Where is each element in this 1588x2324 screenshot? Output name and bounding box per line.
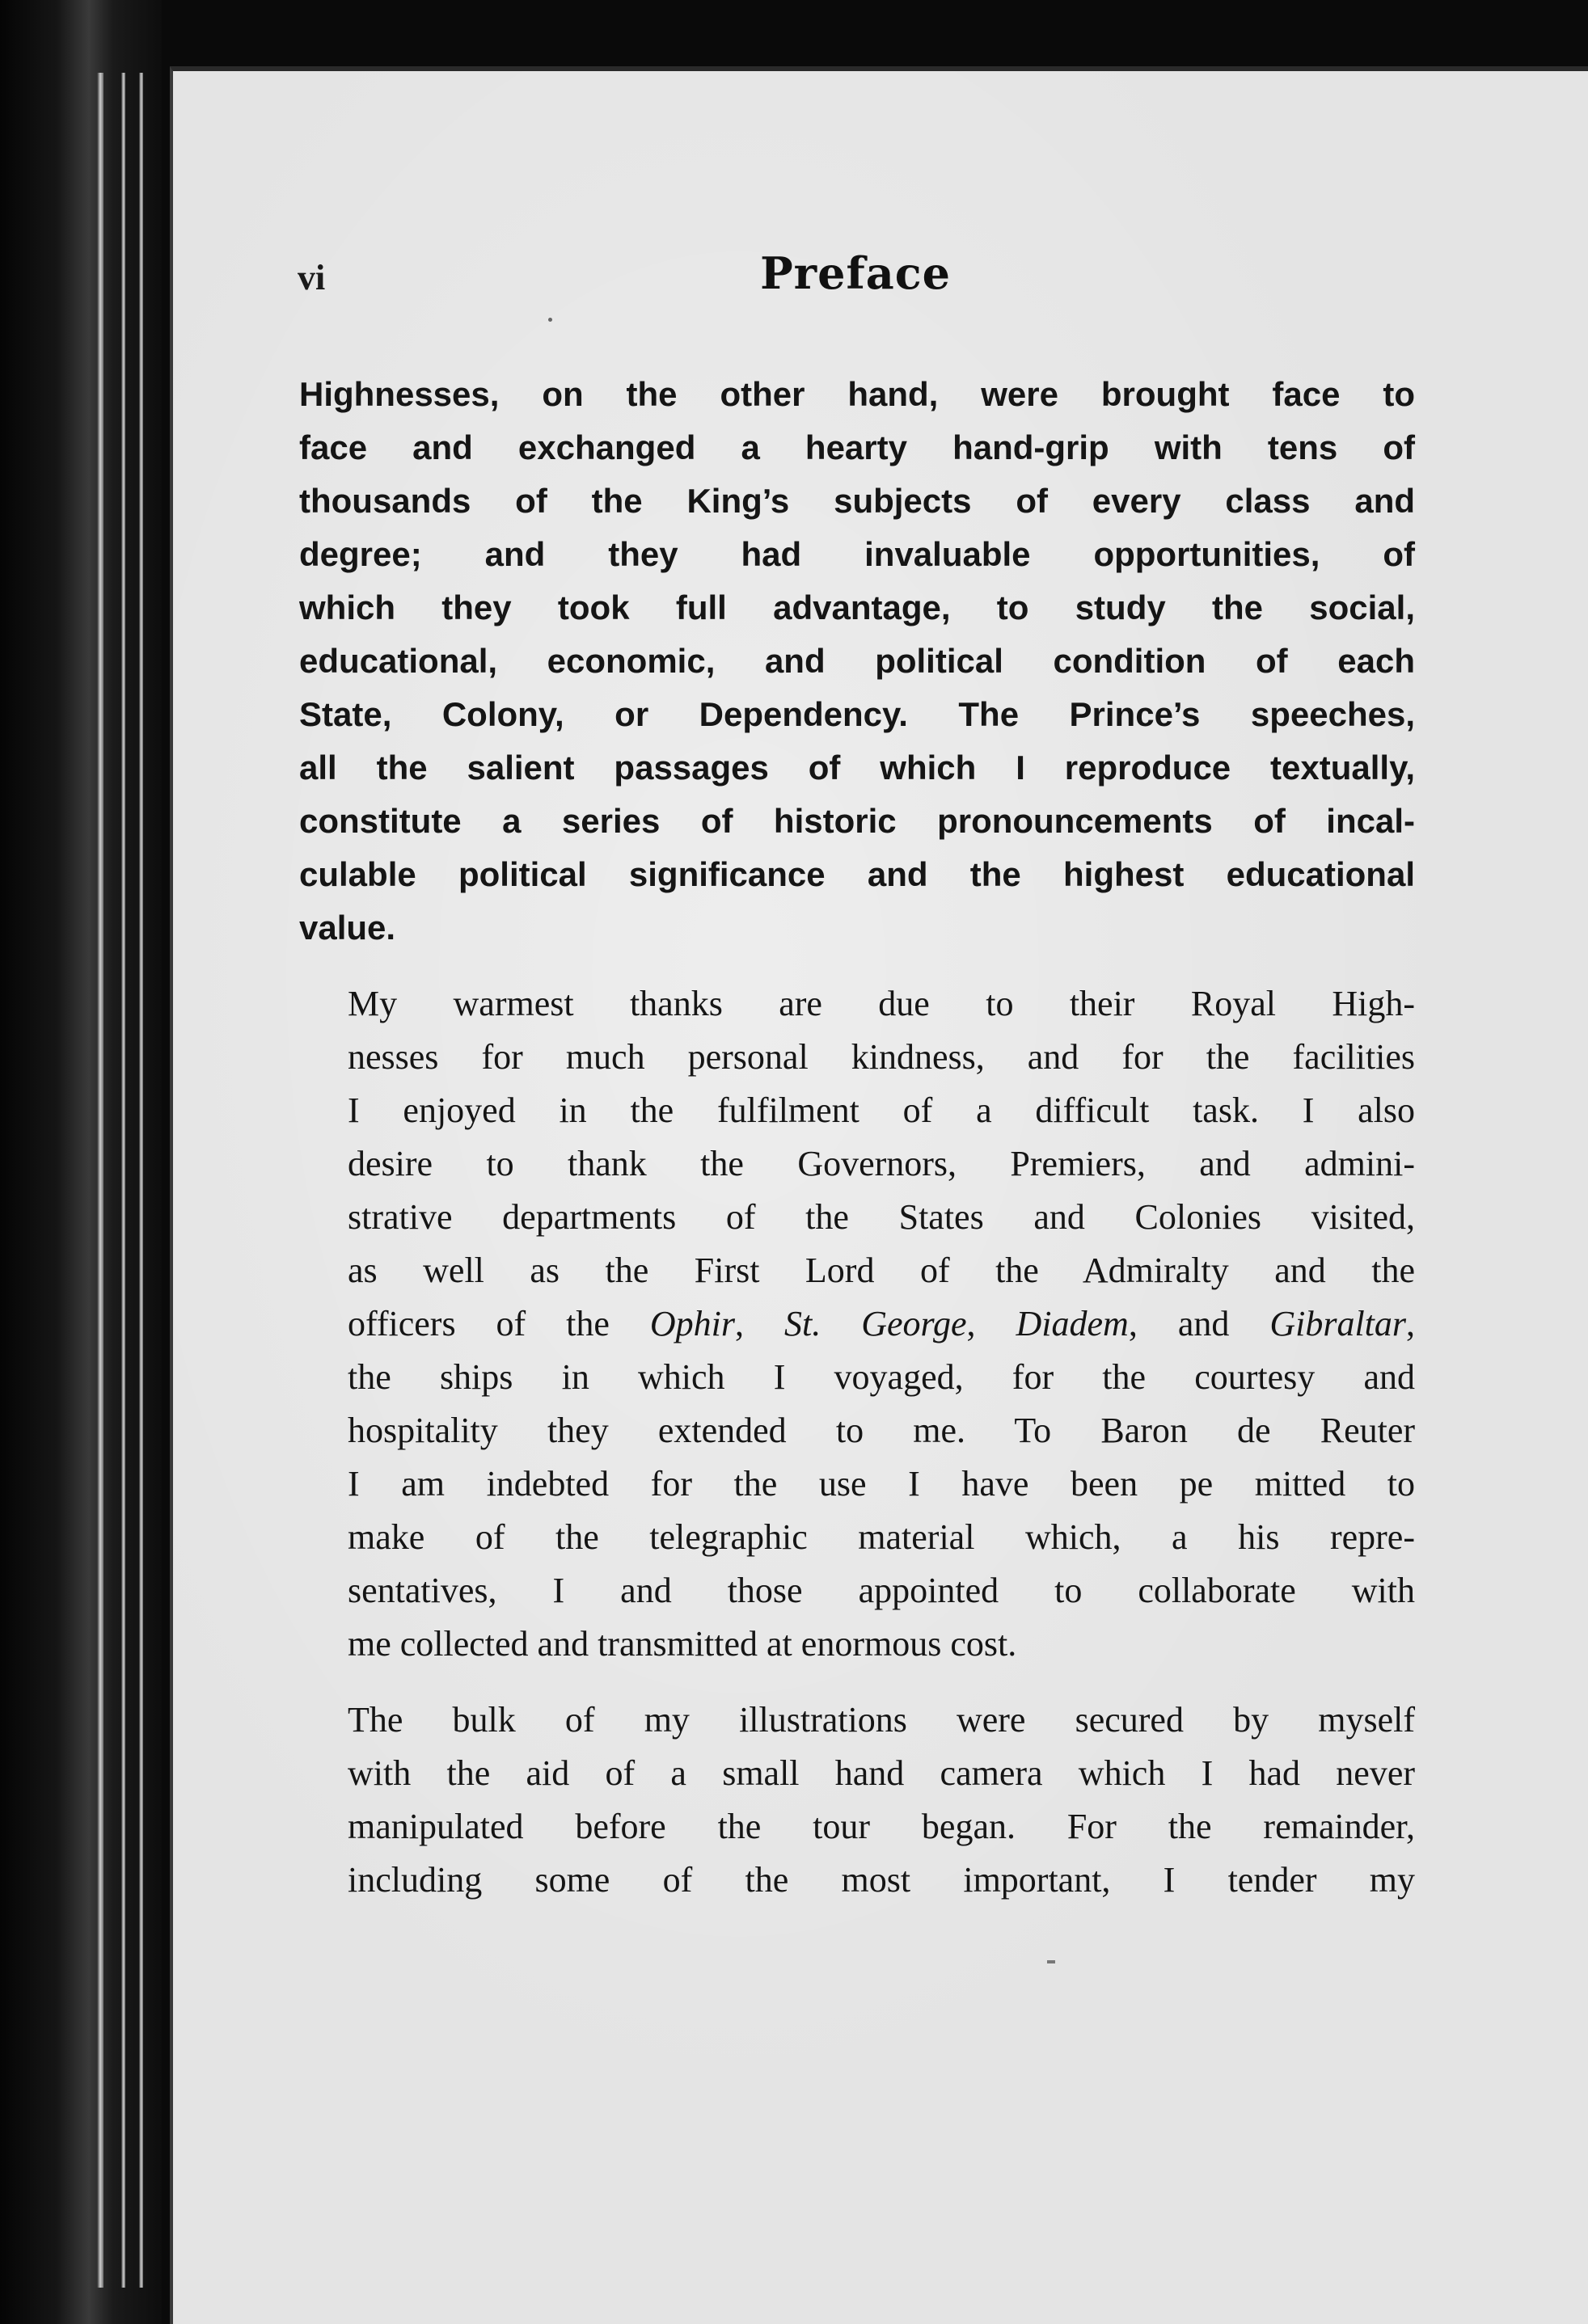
text-line: State, Colony, or Dependency. The Prince’s speeches, — [299, 695, 1415, 733]
text-line: desire to thank the Governors, Premiers, and admini- — [348, 1144, 1415, 1183]
paragraph-3 — [299, 1693, 1415, 1907]
text-line: with the aid of a small hand camera which I had never — [348, 1753, 1415, 1793]
page-edge-line — [121, 73, 125, 2288]
ship-name: Diadem — [1016, 1304, 1129, 1343]
text-fragment: , — [1406, 1304, 1416, 1343]
page-edge-line — [139, 73, 143, 2288]
ship-name: Gibraltar — [1269, 1304, 1407, 1343]
paragraph-2 — [299, 977, 1415, 1671]
text-fragment: , — [735, 1304, 785, 1343]
text-line: which they took full advantage, to study the social, — [299, 588, 1415, 626]
text-line: My warmest thanks are due to their Royal High- — [348, 984, 1415, 1023]
text-line: make of the telegraphic material which, a his repre- — [348, 1517, 1415, 1557]
text-fragment: , — [966, 1304, 1016, 1343]
text-line: as well as the First Lord of the Admiralty and the — [348, 1251, 1415, 1290]
text-line: The bulk of my illustrations were secured by myself — [348, 1700, 1415, 1740]
text-line: the ships in which I voyaged, for the courtesy and — [348, 1357, 1415, 1397]
page-title: Preface — [760, 247, 951, 299]
text-line: face and exchanged a hearty hand-grip with tens of — [299, 428, 1415, 466]
speck — [548, 318, 552, 322]
text-line: thousands of the King’s subjects of every class and — [299, 482, 1415, 520]
page-number: vi — [298, 258, 326, 297]
text-line: me collected and transmitted at enormous cost. — [348, 1624, 1017, 1664]
text-fragment: officers of the — [348, 1304, 650, 1343]
text-line: culable political significance and the highest educational — [299, 855, 1415, 893]
text-line: constitute a series of historic pronouncements of incal- — [299, 802, 1415, 840]
body-text — [299, 368, 1415, 1907]
text-line: strative departments of the States and Colonies visited, — [348, 1197, 1415, 1237]
paragraph-1 — [299, 368, 1415, 955]
text-line: Highnesses, on the other hand, were brought face to — [299, 375, 1415, 413]
text-line: sentatives, I and those appointed to collaborate with — [348, 1571, 1415, 1610]
book-spine-shadow — [0, 0, 162, 2324]
text-line: I am indebted for the use I have been pe mitted to — [348, 1464, 1415, 1504]
text-line: including some of the most important, I tender my — [348, 1860, 1415, 1900]
text-line: I enjoyed in the fulfilment of a difficult task. I also — [348, 1090, 1415, 1130]
text-line: degree; and they had invaluable opportunities, of — [299, 535, 1415, 573]
text-line: educational, economic, and political condition of each — [299, 642, 1415, 680]
text-fragment: , and — [1128, 1304, 1270, 1343]
text-line: value. — [299, 909, 396, 947]
text-line: hospitality they extended to me. To Baron de Reuter — [348, 1411, 1415, 1450]
text-line: all the salient passages of which I reproduce textually, — [299, 749, 1415, 787]
text-line: nesses for much personal kindness, and for the facilities — [348, 1037, 1415, 1077]
printers-mark — [1047, 1960, 1055, 1963]
running-head — [298, 243, 1413, 323]
text-line: manipulated before the tour began. For the remainder, — [348, 1807, 1415, 1846]
page-edge-line — [97, 73, 103, 2288]
ship-name: St. George — [784, 1304, 967, 1343]
ship-name: Ophir — [649, 1304, 736, 1343]
ship-names-line — [299, 1297, 1415, 1351]
